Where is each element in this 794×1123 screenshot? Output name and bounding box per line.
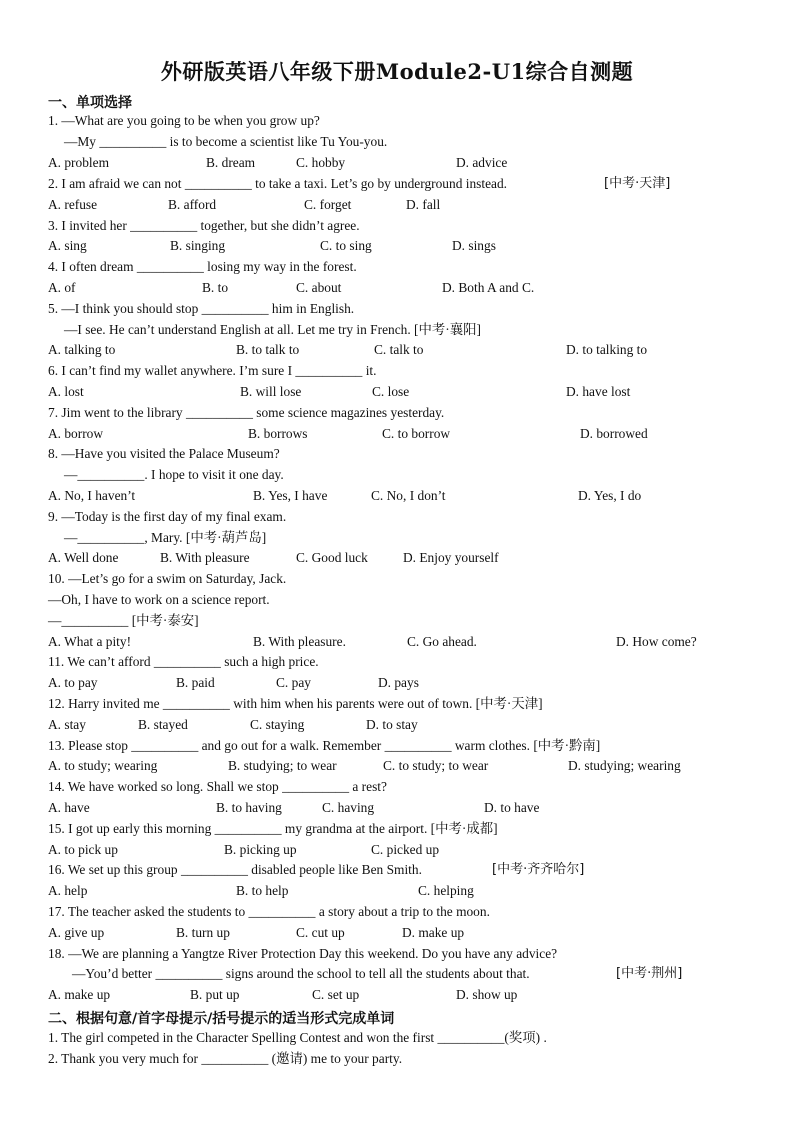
options-q11 xyxy=(48,675,748,691)
section-heading-single-choice: 一、单项选择 xyxy=(48,95,132,111)
option-b: B. afford xyxy=(168,197,217,212)
options-q13 xyxy=(48,758,748,774)
option-a: A. stay xyxy=(48,717,86,732)
option-c: C. about xyxy=(296,280,342,295)
question-16: 16. We set up this group __________ disabled people like Ben Smith. xyxy=(48,862,422,877)
question-1-reply: —My __________ is to become a scientist like Tu You-you. xyxy=(64,134,388,149)
question-17: 17. The teacher asked the students to __________ a story about a trip to the moon. xyxy=(48,904,490,919)
options-q17 xyxy=(48,925,748,941)
question-5-reply: —I see. He can’t understand English at all. Let me try in French. [中考·襄阳] xyxy=(64,322,481,337)
question-10-blank: —__________ [中考·泰安] xyxy=(48,613,199,628)
option-a: A. make up xyxy=(48,987,111,1002)
question-4: 4. I often dream __________ losing my way in the forest. xyxy=(48,259,357,274)
option-d: D. Both A and C. xyxy=(442,280,535,295)
option-d: D. fall xyxy=(406,197,441,212)
option-b: B. put up xyxy=(190,987,240,1002)
option-b: B. borrows xyxy=(248,426,308,441)
option-a: A. to pay xyxy=(48,675,98,690)
option-c: C. No, I don’t xyxy=(371,488,446,503)
question-7: 7. Jim went to the library __________ some science magazines yesterday. xyxy=(48,405,445,420)
source-tag: [中考·天津] xyxy=(604,176,671,191)
option-d: D. pays xyxy=(378,675,419,690)
option-b: B. With pleasure xyxy=(160,550,250,565)
option-c: C. picked up xyxy=(371,842,440,857)
question-18-reply: —You’d better __________ signs around the school to tell all the students about that. xyxy=(72,966,530,981)
options-q5 xyxy=(48,342,748,358)
option-b: B. With pleasure. xyxy=(253,634,346,649)
options-q16 xyxy=(48,883,748,899)
option-b: B. turn up xyxy=(176,925,230,940)
option-d: D. have lost xyxy=(566,384,631,399)
option-d: D. to talking to xyxy=(566,342,648,357)
options-q10 xyxy=(48,634,748,650)
question-8: 8. —Have you visited the Palace Museum? xyxy=(48,446,280,461)
question-11: 11. We can’t afford __________ such a high price. xyxy=(48,654,319,669)
option-c: C. to sing xyxy=(320,238,372,253)
option-d: D. How come? xyxy=(616,634,697,649)
question-3: 3. I invited her __________ together, but she didn’t agree. xyxy=(48,218,360,233)
options-q12 xyxy=(48,717,748,733)
option-d: D. Yes, I do xyxy=(578,488,642,503)
question-2: 2. I am afraid we can not __________ to take a taxi. Let’s go by underground instead. xyxy=(48,176,508,191)
option-d: D. advice xyxy=(456,155,508,170)
question-9: 9. —Today is the first day of my final exam. xyxy=(48,509,287,524)
option-a: A. to pick up xyxy=(48,842,118,857)
question-10-reply: —Oh, I have to work on a science report. xyxy=(48,592,270,607)
question-6: 6. I can’t find my wallet anywhere. I’m sure I __________ it. xyxy=(48,363,377,378)
option-a: A. What a pity! xyxy=(48,634,132,649)
option-d: D. make up xyxy=(402,925,465,940)
option-b: B. will lose xyxy=(240,384,302,399)
option-c: C. Go ahead. xyxy=(407,634,477,649)
question-10: 10. —Let’s go for a swim on Saturday, Jack. xyxy=(48,571,287,586)
options-q4 xyxy=(48,280,748,296)
option-b: B. picking up xyxy=(224,842,297,857)
section-heading-word-completion: 二、根据句意/首字母提示/括号提示的适当形式完成单词 xyxy=(48,1011,395,1027)
option-a: A. to study; wearing xyxy=(48,758,158,773)
options-q3 xyxy=(48,238,748,254)
page-title: 外研版英语八年级下册Module2-U1综合自测题 xyxy=(160,59,634,84)
option-b: B. singing xyxy=(170,238,226,253)
options-q7 xyxy=(48,426,748,442)
option-a: A. give up xyxy=(48,925,105,940)
option-a: A. lost xyxy=(48,384,84,399)
option-d: D. show up xyxy=(456,987,518,1002)
fill-question-2: 2. Thank you very much for __________ (邀请) me to your party. xyxy=(48,1051,403,1066)
option-a: A. Well done xyxy=(48,550,119,565)
options-q6 xyxy=(48,384,748,400)
option-d: D. to stay xyxy=(366,717,418,732)
question-14: 14. We have worked so long. Shall we stop __________ a rest? xyxy=(48,779,387,794)
option-b: B. Yes, I have xyxy=(253,488,328,503)
option-c: C. lose xyxy=(372,384,410,399)
options-q8 xyxy=(48,488,748,504)
option-a: A. problem xyxy=(48,155,109,170)
option-c: C. forget xyxy=(304,197,352,212)
source-tag: [中考·齐齐哈尔] xyxy=(492,862,585,877)
option-a: A. of xyxy=(48,280,76,295)
option-c: C. staying xyxy=(250,717,305,732)
option-b: B. dream xyxy=(206,155,256,170)
option-a: A. talking to xyxy=(48,342,116,357)
option-b: B. to xyxy=(202,280,229,295)
fill-question-1: 1. The girl competed in the Character Spelling Contest and won the first __________(奖项) . xyxy=(48,1030,547,1045)
options-q2 xyxy=(48,197,748,213)
option-c: C. cut up xyxy=(296,925,345,940)
option-a: A. help xyxy=(48,883,88,898)
question-15: 15. I got up early this morning __________ my grandma at the airport. [中考·成都] xyxy=(48,821,498,836)
question-5: 5. —I think you should stop __________ him in English. xyxy=(48,301,355,316)
option-a: A. borrow xyxy=(48,426,104,441)
option-c: C. Good luck xyxy=(296,550,368,565)
options-q18 xyxy=(48,987,748,1003)
option-a: A. No, I haven’t xyxy=(48,488,136,503)
question-12: 12. Harry invited me __________ with him when his parents were out of town. [中考·天津] xyxy=(48,696,543,711)
options-q15 xyxy=(48,842,748,858)
option-c: C. helping xyxy=(418,883,474,898)
options-q14 xyxy=(48,800,748,816)
options-q9 xyxy=(48,550,748,566)
option-d: D. Enjoy yourself xyxy=(403,550,499,565)
option-c: C. having xyxy=(322,800,375,815)
source-tag: [中考·荆州] xyxy=(616,966,683,981)
option-d: D. borrowed xyxy=(580,426,648,441)
option-c: C. to study; to wear xyxy=(383,758,489,773)
option-b: B. to help xyxy=(236,883,289,898)
option-a: A. refuse xyxy=(48,197,98,212)
option-b: B. stayed xyxy=(138,717,188,732)
option-d: D. to have xyxy=(484,800,540,815)
option-b: B. studying; to wear xyxy=(228,758,337,773)
question-1: 1. —What are you going to be when you grow up? xyxy=(48,113,320,128)
option-a: A. sing xyxy=(48,238,87,253)
question-9-reply: —__________, Mary. [中考·葫芦岛] xyxy=(64,530,267,545)
option-d: D. sings xyxy=(452,238,496,253)
option-c: C. talk to xyxy=(374,342,424,357)
option-b: B. to having xyxy=(216,800,282,815)
option-a: A. have xyxy=(48,800,90,815)
option-b: B. to talk to xyxy=(236,342,300,357)
question-18: 18. —We are planning a Yangtze River Protection Day this weekend. Do you have any advice? xyxy=(48,946,558,961)
options-q1 xyxy=(48,155,748,171)
option-c: C. to borrow xyxy=(382,426,451,441)
option-c: C. pay xyxy=(276,675,311,690)
question-13: 13. Please stop __________ and go out for a walk. Remember __________ warm clothes. [中考·黔南] xyxy=(48,738,601,753)
question-8-reply: —__________. I hope to visit it one day. xyxy=(64,467,284,482)
option-c: C. hobby xyxy=(296,155,346,170)
option-b: B. paid xyxy=(176,675,215,690)
option-c: C. set up xyxy=(312,987,360,1002)
option-d: D. studying; wearing xyxy=(568,758,681,773)
